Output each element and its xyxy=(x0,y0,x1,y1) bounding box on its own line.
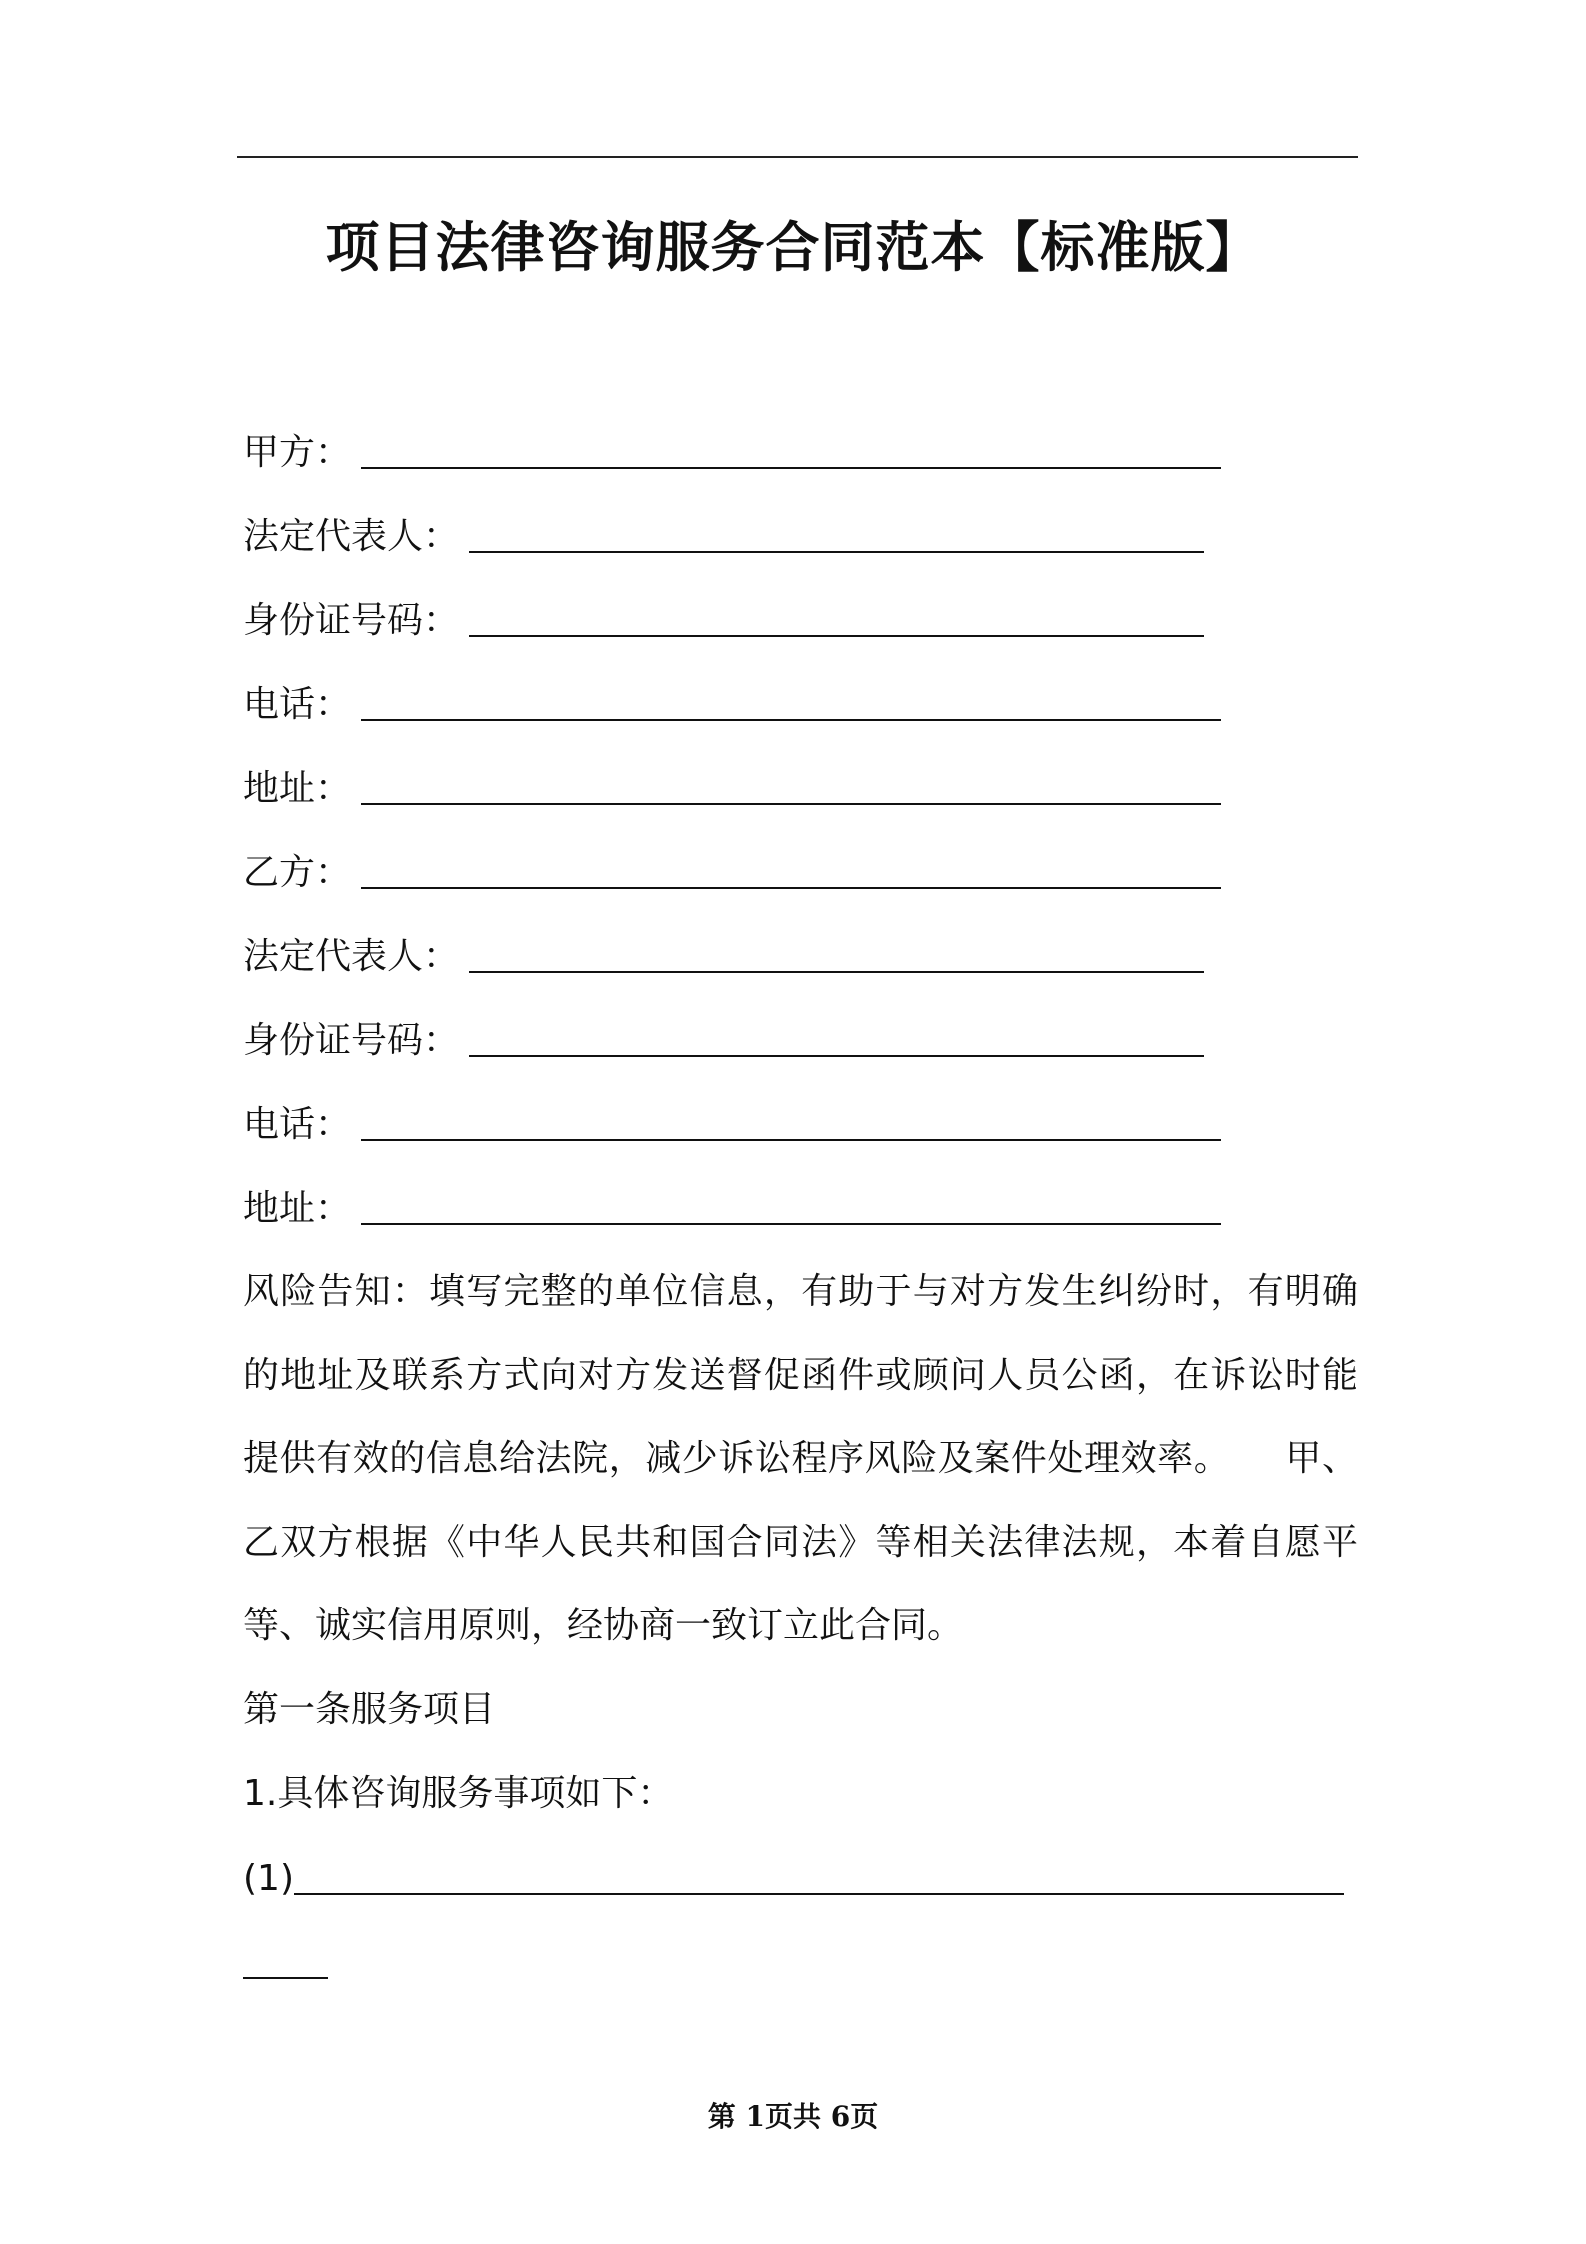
party-a-address-blank[interactable] xyxy=(361,773,1221,805)
party-a-id-number-field xyxy=(243,578,1358,662)
party-a-id-number-blank[interactable] xyxy=(469,605,1204,637)
party-b-address-blank[interactable] xyxy=(361,1193,1221,1225)
party-a-blank[interactable] xyxy=(361,437,1221,469)
party-a-field xyxy=(243,410,1358,494)
field-label: 法定代表人： xyxy=(243,516,460,557)
header-rule xyxy=(237,156,1358,158)
field-label: 身份证号码： xyxy=(243,600,460,641)
article-1-heading: 第一条服务项目 xyxy=(243,1688,496,1730)
party-b-id-number-field xyxy=(243,998,1358,1082)
party-a-address-field xyxy=(243,746,1358,830)
field-label: 电话： xyxy=(243,684,352,725)
sub-item-1-field xyxy=(243,1836,1358,1920)
party-b-phone-blank[interactable] xyxy=(361,1109,1221,1141)
party-a-legal-rep-field xyxy=(243,494,1358,578)
party-b-blank[interactable] xyxy=(361,857,1221,889)
party-a-phone-blank[interactable] xyxy=(361,689,1221,721)
risk-notice-paragraph: 风险告知：填写完整的单位信息，有助于与对方发生纠纷时，有明确的地址及联系方式向对方发送督促函件或顾问人员公函，在诉讼时能提供有效的信息给法院，减少诉讼程序风险及案件处理效率。 甲、乙双方根据《中华人民共和国合同法》等相关法律法规，本着自愿平等、诚实信用原则，经协商一致订立此合同。 xyxy=(243,1271,1358,1646)
document-body xyxy=(243,410,1358,2004)
party-b-id-number-blank[interactable] xyxy=(469,1025,1204,1057)
field-label: 法定代表人： xyxy=(243,936,460,977)
field-label: 电话： xyxy=(243,1104,352,1145)
article-1-item-1: 1.具体咨询服务事项如下： xyxy=(243,1772,674,1814)
party-a-legal-rep-blank[interactable] xyxy=(469,521,1204,553)
party-b-address-field xyxy=(243,1166,1358,1250)
party-a-phone-field xyxy=(243,662,1358,746)
sub-item-1-blank[interactable] xyxy=(294,1863,1344,1895)
document-title: 项目法律咨询服务合同范本【标准版】 xyxy=(325,216,1261,279)
field-label: 身份证号码： xyxy=(243,1020,460,1061)
party-b-legal-rep-blank[interactable] xyxy=(469,941,1204,973)
party-b-legal-rep-field xyxy=(243,914,1358,998)
party-b-field xyxy=(243,830,1358,914)
party-b-phone-field xyxy=(243,1082,1358,1166)
field-label: 地址： xyxy=(243,1188,352,1229)
page-footer: 第 1页共 6页 xyxy=(707,2100,879,2133)
field-label: 乙方： xyxy=(243,852,352,893)
field-label: 地址： xyxy=(243,768,352,809)
sub-item-1-continuation-blank[interactable] xyxy=(243,1947,328,1979)
sub-item-1-continuation xyxy=(243,1920,1358,2004)
sub-item-1-label: (1) xyxy=(243,1857,294,1899)
field-label: 甲方： xyxy=(243,432,352,473)
